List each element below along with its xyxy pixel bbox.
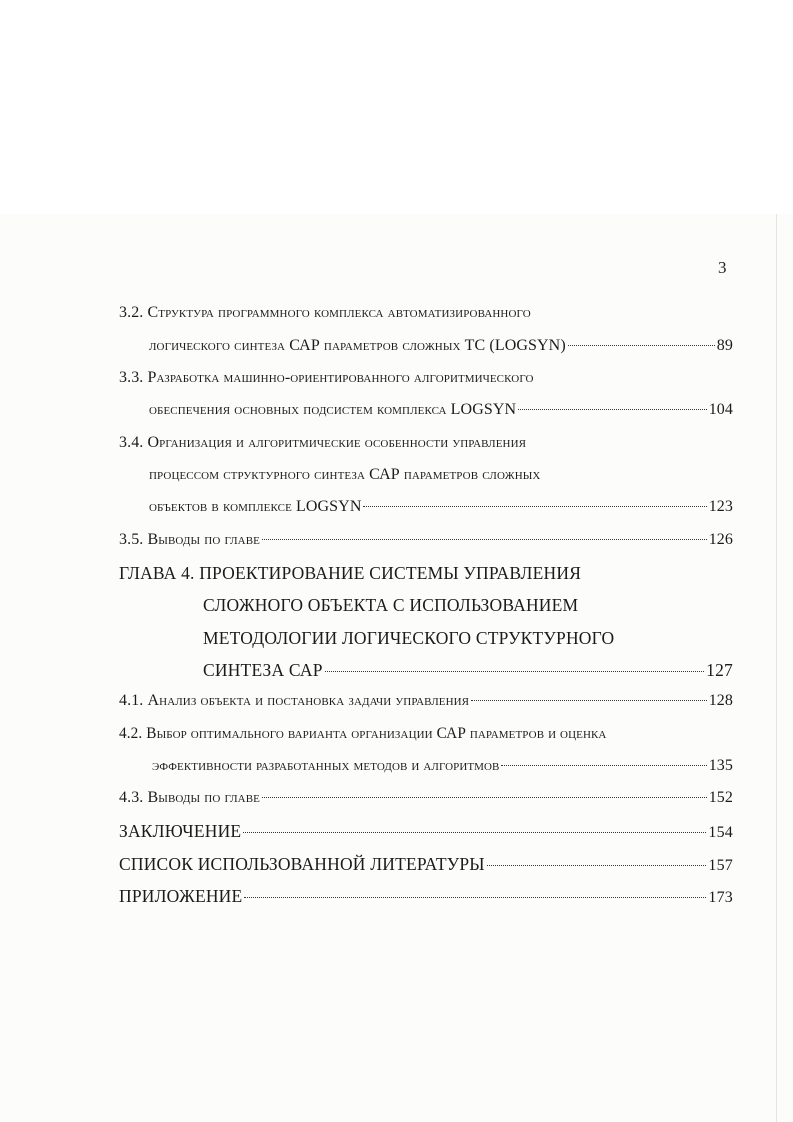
toc-entry-4-2-line1: [119, 725, 606, 751]
toc-entry-text: СИНТЕЗА САР: [203, 660, 323, 680]
toc-entry-page: 89: [716, 337, 733, 354]
scanned-sheet-edge: [776, 214, 777, 1122]
toc-entry-page: 173: [708, 889, 733, 906]
toc-entry-page: 154: [708, 824, 733, 841]
toc-entry-3-2-line2[interactable]: [149, 337, 733, 363]
leader-dots: [325, 671, 704, 672]
toc-entry-page: 128: [708, 692, 733, 709]
page-number: 3: [718, 258, 727, 277]
leader-dots: [262, 539, 707, 540]
toc-entry-text: эффективности разработанных методов и алгоритмов: [152, 757, 500, 774]
toc-entry-references[interactable]: [119, 854, 733, 880]
toc-entry-3-2-line1: [119, 304, 531, 330]
toc-entry-4-1[interactable]: [119, 692, 733, 718]
toc-chapter-4-line1: [119, 563, 581, 589]
toc-chapter-4-line4[interactable]: [203, 660, 733, 686]
toc-entry-page: 126: [708, 531, 733, 548]
leader-dots: [568, 345, 715, 346]
toc-entry-text: 4.1. Анализ объекта и постановка задачи управления: [119, 692, 470, 709]
toc-entry-text: СПИСОК ИСПОЛЬЗОВАННОЙ ЛИТЕРАТУРЫ: [119, 854, 485, 874]
leader-dots: [243, 832, 706, 833]
toc-entry-text: ЗАКЛЮЧЕНИЕ: [119, 821, 242, 841]
toc-entry-3-5[interactable]: [119, 531, 733, 557]
toc-entry-page: 152: [708, 789, 733, 806]
toc-entry-3-4-line1: [119, 434, 526, 460]
toc-entry-3-3-line2[interactable]: [149, 401, 733, 427]
toc-entry-3-4-line2: [149, 466, 540, 492]
toc-entry-text: обеспечения основных подсистем комплекса LOGSYN: [149, 401, 517, 418]
toc-entry-text: объектов в комплексе LOGSYN: [149, 498, 362, 515]
toc-chapter-4-line3: [203, 628, 614, 654]
toc-entry-text: ГЛАВА 4. ПРОЕКТИРОВАНИЕ СИСТЕМЫ УПРАВЛЕНИЯ: [119, 563, 582, 583]
toc-entry-text: 3.5. Выводы по главе: [119, 531, 260, 548]
toc-entry-page: 157: [708, 857, 733, 874]
toc-entry-page: 104: [708, 401, 733, 418]
toc-chapter-4-line2: [203, 595, 578, 621]
toc-entry-text: СЛОЖНОГО ОБЪЕКТА С ИСПОЛЬЗОВАНИЕМ: [203, 595, 579, 615]
toc-entry-text: 4.2. Выбор оптимального варианта организации САР параметров и оценка: [119, 725, 607, 742]
toc-entry-page: 135: [708, 757, 733, 774]
toc-entry-text: 4.3. Выводы по главе: [119, 789, 260, 806]
leader-dots: [487, 865, 707, 866]
toc-entry-text: МЕТОДОЛОГИИ ЛОГИЧЕСКОГО СТРУКТУРНОГО: [203, 628, 615, 648]
toc-entry-appendix[interactable]: [119, 886, 733, 912]
leader-dots: [518, 409, 707, 410]
toc-entry-conclusion[interactable]: [119, 821, 733, 847]
leader-dots: [244, 897, 706, 898]
toc-entry-text: 3.2. Структура программного комплекса автоматизированного: [119, 304, 531, 321]
toc-entry-4-3[interactable]: [119, 789, 733, 815]
toc-entry-text: логического синтеза САР параметров сложных ТС (LOGSYN): [149, 337, 566, 354]
leader-dots: [471, 700, 707, 701]
toc-entry-text: 3.4. Организация и алгоритмические особенности управления: [119, 434, 527, 451]
toc-entry-page: 127: [706, 660, 733, 680]
leader-dots: [363, 506, 706, 507]
toc-entry-4-2-line2[interactable]: [152, 757, 733, 783]
toc-entry-text: 3.3. Разработка машинно-ориентированного алгоритмического: [119, 369, 534, 386]
leader-dots: [501, 765, 706, 766]
toc-entry-page: 123: [708, 498, 733, 515]
leader-dots: [262, 797, 707, 798]
toc-entry-3-3-line1: [119, 369, 534, 395]
toc-entry-text: процессом структурного синтеза САР параметров сложных: [149, 466, 541, 483]
toc-entry-text: ПРИЛОЖЕНИЕ: [119, 886, 243, 906]
toc-entry-3-4-line3[interactable]: [149, 498, 733, 524]
